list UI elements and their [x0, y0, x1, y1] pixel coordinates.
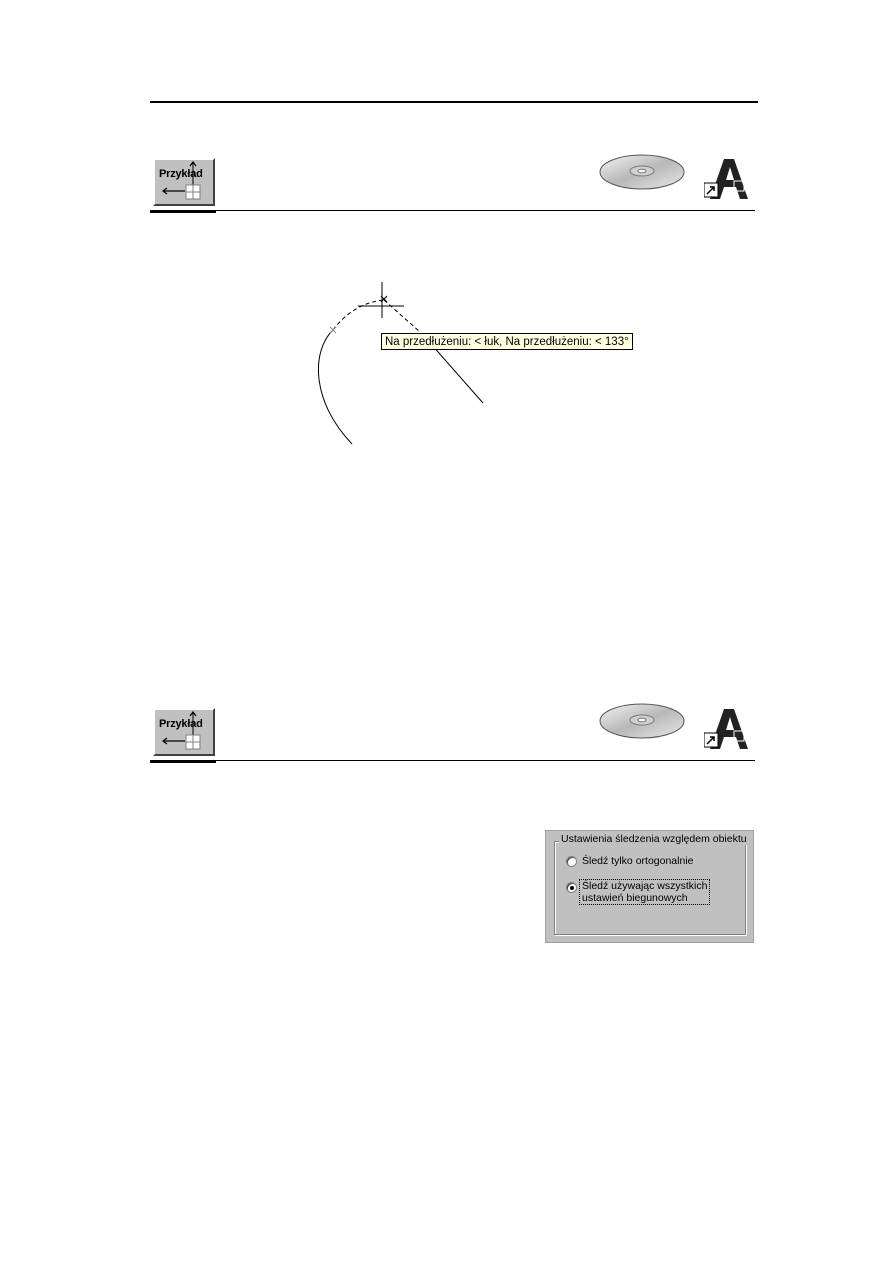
arc-extension	[333, 300, 384, 330]
orthogonal-radio[interactable]	[566, 856, 577, 867]
section-rule-accent	[150, 210, 216, 213]
autocad-icon	[704, 155, 752, 203]
example-icon	[153, 158, 215, 206]
tracking-tooltip: Na przedłużeniu: < łuk, Na przedłużeniu: < 133°	[381, 333, 633, 350]
section-rule-accent	[150, 760, 216, 763]
orthogonal-radio-label[interactable]: Śledź tylko ortogonalnie	[582, 855, 694, 867]
polar-radio[interactable]	[566, 882, 577, 893]
group-title: Ustawienia śledzenia względem obiektu	[561, 833, 747, 845]
section-rule	[150, 210, 755, 211]
example-icon-label: Przykład	[159, 168, 203, 180]
drawing-figure	[300, 270, 680, 460]
cd-icon	[599, 703, 685, 739]
page-header-rule	[150, 101, 758, 103]
polar-radio-label[interactable]	[580, 880, 709, 904]
tracking-settings-panel	[545, 830, 754, 943]
arc	[318, 330, 352, 444]
arrows-grid-icon	[155, 710, 213, 754]
example-icon	[153, 708, 215, 756]
polar-radio-label-line1: Śledź używając wszystkich	[582, 880, 708, 892]
line-extension	[384, 300, 420, 332]
example-icon-label: Przykład	[159, 718, 203, 730]
polar-radio-label-line2: ustawień biegunowych	[582, 892, 688, 904]
acquired-point-icon	[330, 327, 336, 333]
cd-icon	[599, 154, 685, 190]
arrows-grid-icon	[155, 160, 213, 204]
section-rule	[150, 760, 755, 761]
autocad-icon	[704, 705, 752, 753]
